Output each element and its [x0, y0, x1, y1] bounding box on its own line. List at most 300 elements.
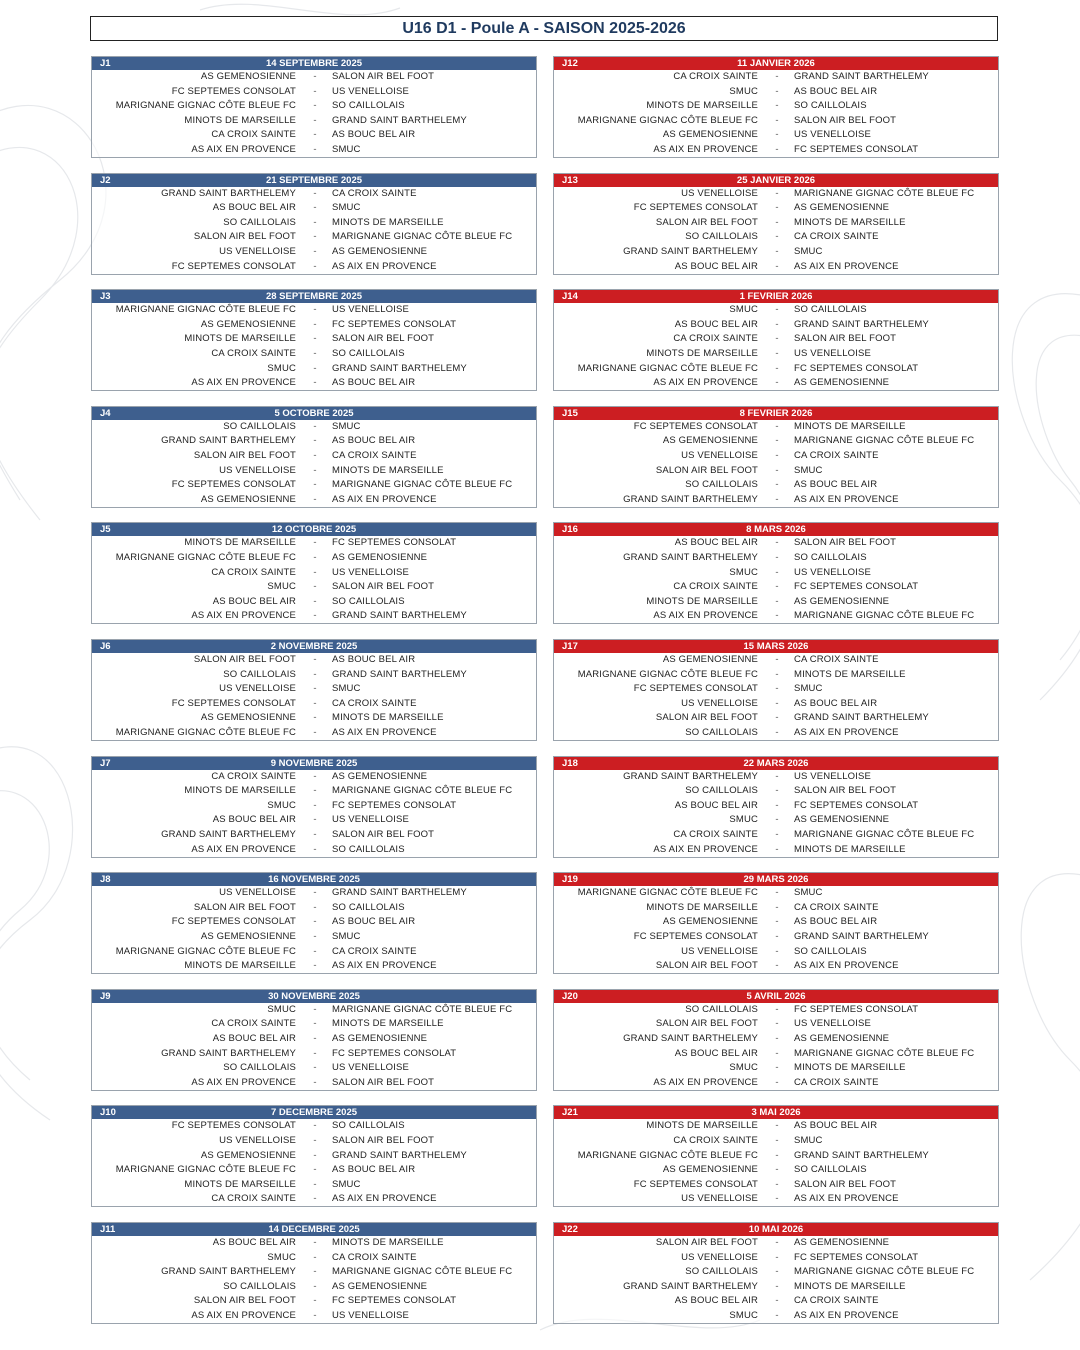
match-row	[554, 478, 998, 493]
match-row	[92, 551, 536, 566]
match-row	[92, 128, 536, 143]
round-date: 2 NOVEMBRE 2025	[270, 641, 358, 652]
match-separator: -	[775, 683, 779, 695]
match-separator: -	[313, 799, 317, 811]
match-row	[92, 493, 536, 508]
round-date: 11 JANVIER 2026	[737, 58, 815, 69]
match-row	[92, 70, 536, 85]
match-row	[554, 376, 998, 391]
round-block-j1	[91, 56, 537, 158]
match-separator: -	[313, 1149, 317, 1161]
match-row	[554, 930, 998, 945]
match-separator: -	[313, 566, 317, 578]
away-team: MINOTS DE MARSEILLE	[794, 1280, 906, 1292]
home-team: SO CAILLOLAIS	[223, 668, 296, 680]
match-separator: -	[313, 654, 317, 665]
match-row	[554, 1149, 998, 1164]
round-header	[92, 640, 536, 653]
home-team: US VENELLOISE	[681, 1251, 758, 1263]
match-row	[92, 580, 536, 595]
match-separator: -	[313, 1164, 317, 1176]
home-team: MINOTS DE MARSEILLE	[184, 960, 296, 972]
home-team: CA CROIX SAINTE	[673, 828, 758, 840]
home-team: MARIGNANE GIGNAC CÔTE BLEUE FC	[577, 114, 758, 126]
match-row	[92, 609, 536, 624]
round-block-j11	[91, 1222, 537, 1324]
match-row	[554, 245, 998, 260]
match-row	[554, 1076, 998, 1091]
away-team: MARIGNANE GIGNAC CÔTE BLEUE FC	[332, 231, 513, 243]
match-separator: -	[775, 231, 779, 243]
round-block-j15	[553, 406, 999, 508]
away-team: MINOTS DE MARSEILLE	[794, 668, 906, 680]
home-team: SALON AIR BEL FOOT	[193, 449, 296, 461]
round-date: 5 AVRIL 2026	[746, 990, 806, 1002]
home-team: SMUC	[729, 814, 758, 826]
home-team: SO CAILLOLAIS	[685, 1003, 758, 1015]
home-team: MINOTS DE MARSEILLE	[184, 785, 296, 797]
home-team: FC SEPTEMES CONSOLAT	[171, 916, 296, 928]
away-team: GRAND SAINT BARTHELEMY	[794, 71, 929, 82]
home-team: FC SEPTEMES CONSOLAT	[633, 930, 758, 942]
home-team: MINOTS DE MARSEILLE	[184, 1178, 296, 1190]
match-separator: -	[313, 333, 317, 345]
round-header	[92, 57, 536, 70]
round-date: 25 JANVIER 2026	[736, 174, 816, 186]
home-team: CA CROIX SAINTE	[673, 1134, 758, 1146]
home-team: AS BOUC BEL AIR	[674, 1295, 758, 1307]
home-team: SMUC	[729, 1309, 758, 1321]
home-team: MINOTS DE MARSEILLE	[646, 347, 758, 359]
match-row	[554, 187, 998, 202]
home-team: AS BOUC BEL AIR	[674, 318, 758, 330]
home-team: CA CROIX SAINTE	[211, 770, 296, 782]
away-team: CA CROIX SAINTE	[794, 231, 879, 243]
away-team: US VENELLOISE	[794, 566, 871, 578]
match-separator: -	[775, 114, 779, 126]
round-header	[554, 757, 998, 770]
match-row	[92, 536, 536, 551]
away-team: GRAND SAINT BARTHELEMY	[794, 930, 929, 942]
match-separator: -	[775, 216, 779, 228]
match-separator: -	[775, 362, 779, 374]
match-row	[554, 1178, 998, 1193]
match-separator: -	[775, 479, 779, 491]
match-row	[554, 318, 998, 333]
home-team: SALON AIR BEL FOOT	[655, 1237, 758, 1248]
away-team: GRAND SAINT BARTHELEMY	[794, 318, 929, 330]
match-separator: -	[313, 420, 317, 432]
away-team: US VENELLOISE	[794, 129, 871, 141]
match-row	[554, 799, 998, 814]
round-number: J12	[562, 58, 578, 69]
match-separator: -	[313, 828, 317, 840]
home-team: AS AIX EN PROVENCE	[191, 1076, 296, 1088]
match-separator: -	[313, 916, 317, 928]
home-team: SO CAILLOLAIS	[685, 785, 758, 797]
match-separator: -	[775, 260, 779, 272]
away-team: FC SEPTEMES CONSOLAT	[332, 1295, 457, 1307]
match-row	[92, 216, 536, 231]
home-team: AS AIX EN PROVENCE	[191, 843, 296, 855]
away-team: AS BOUC BEL AIR	[332, 435, 416, 447]
match-row	[554, 493, 998, 508]
match-row	[554, 1032, 998, 1047]
away-team: SO CAILLOLAIS	[794, 304, 867, 316]
away-team: SO CAILLOLAIS	[332, 1120, 405, 1132]
match-row	[92, 1309, 536, 1324]
round-block-j14	[553, 289, 999, 391]
away-team: AS GEMENOSIENNE	[332, 245, 428, 257]
match-separator: -	[775, 1032, 779, 1044]
home-team: US VENELLOISE	[219, 683, 296, 695]
match-row	[554, 464, 998, 479]
round-number: J15	[562, 407, 578, 419]
match-separator: -	[313, 216, 317, 228]
match-row	[554, 1236, 998, 1251]
match-separator: -	[313, 1134, 317, 1146]
match-row	[92, 813, 536, 828]
match-separator: -	[313, 581, 317, 593]
match-separator: -	[775, 930, 779, 942]
home-team: US VENELLOISE	[681, 449, 758, 461]
away-team: AS AIX EN PROVENCE	[332, 726, 437, 738]
home-team: SO CAILLOLAIS	[685, 726, 758, 738]
home-team: GRAND SAINT BARTHELEMY	[623, 1032, 758, 1044]
match-row	[554, 813, 998, 828]
match-separator: -	[313, 464, 317, 476]
match-separator: -	[313, 1280, 317, 1292]
home-team: AS BOUC BEL AIR	[212, 1237, 296, 1248]
match-separator: -	[775, 916, 779, 928]
home-team: AS AIX EN PROVENCE	[191, 377, 296, 389]
match-separator: -	[313, 1266, 317, 1278]
away-team: AS BOUC BEL AIR	[332, 377, 416, 389]
match-separator: -	[775, 493, 779, 505]
match-separator: -	[775, 245, 779, 257]
home-team: CA CROIX SAINTE	[673, 71, 758, 82]
match-row	[554, 260, 998, 275]
match-row	[554, 901, 998, 916]
match-row	[554, 1047, 998, 1062]
home-team: SALON AIR BEL FOOT	[193, 654, 296, 665]
round-block-j8	[91, 872, 537, 974]
match-row	[554, 697, 998, 712]
match-row	[92, 1047, 536, 1062]
match-separator: -	[775, 581, 779, 593]
away-team: SALON AIR BEL FOOT	[794, 537, 897, 549]
match-row	[554, 595, 998, 610]
home-team: SO CAILLOLAIS	[685, 1266, 758, 1278]
match-row	[92, 945, 536, 960]
round-date: 7 DECEMBRE 2025	[270, 1107, 358, 1119]
match-row	[92, 901, 536, 916]
home-team: AS AIX EN PROVENCE	[191, 143, 296, 155]
match-row	[92, 1265, 536, 1280]
away-team: FC SEPTEMES CONSOLAT	[332, 1047, 457, 1059]
away-team: MARIGNANE GIGNAC CÔTE BLEUE FC	[794, 435, 975, 447]
home-team: AS GEMENOSIENNE	[200, 71, 296, 82]
away-team: SMUC	[332, 202, 361, 214]
match-row	[554, 70, 998, 85]
round-number: J17	[562, 641, 578, 652]
home-team: SMUC	[267, 362, 296, 374]
match-row	[554, 85, 998, 100]
home-team: AS GEMENOSIENNE	[200, 318, 296, 330]
match-separator: -	[775, 610, 779, 622]
round-date: 30 NOVEMBRE 2025	[268, 990, 360, 1002]
away-team: GRAND SAINT BARTHELEMY	[332, 887, 467, 899]
match-row	[92, 726, 536, 741]
match-row	[554, 1134, 998, 1149]
round-number: J13	[562, 174, 578, 186]
home-team: SO CAILLOLAIS	[223, 1062, 296, 1074]
match-row	[92, 85, 536, 100]
away-team: MINOTS DE MARSEILLE	[332, 712, 444, 724]
match-row	[554, 1017, 998, 1032]
away-team: SMUC	[332, 420, 361, 432]
away-team: CA CROIX SAINTE	[332, 449, 417, 461]
match-separator: -	[313, 1309, 317, 1321]
match-separator: -	[775, 566, 779, 578]
home-team: AS BOUC BEL AIR	[674, 260, 758, 272]
round-header	[92, 1223, 536, 1236]
home-team: US VENELLOISE	[219, 1134, 296, 1146]
away-team: SMUC	[794, 464, 823, 476]
match-separator: -	[313, 71, 317, 82]
away-team: CA CROIX SAINTE	[332, 187, 417, 199]
home-team: SALON AIR BEL FOOT	[193, 1295, 296, 1307]
match-row	[92, 566, 536, 581]
away-team: SALON AIR BEL FOOT	[332, 828, 435, 840]
away-team: MARIGNANE GIGNAC CÔTE BLEUE FC	[794, 610, 975, 622]
away-team: CA CROIX SAINTE	[794, 1076, 879, 1088]
home-team: SO CAILLOLAIS	[223, 216, 296, 228]
home-team: CA CROIX SAINTE	[211, 1018, 296, 1030]
match-row	[92, 1061, 536, 1076]
match-separator: -	[775, 420, 779, 432]
away-team: CA CROIX SAINTE	[794, 901, 879, 913]
match-separator: -	[775, 945, 779, 957]
match-separator: -	[775, 551, 779, 563]
home-team: SALON AIR BEL FOOT	[655, 960, 758, 972]
round-block-j12	[553, 56, 999, 158]
match-row	[92, 915, 536, 930]
round-number: J4	[100, 407, 111, 419]
match-separator: -	[313, 551, 317, 563]
round-block-j5	[91, 522, 537, 624]
away-team: AS GEMENOSIENNE	[332, 551, 428, 563]
match-row	[92, 245, 536, 260]
away-team: AS AIX EN PROVENCE	[332, 1193, 437, 1205]
round-header	[554, 523, 998, 536]
away-team: US VENELLOISE	[332, 85, 409, 97]
match-row	[92, 1163, 536, 1178]
home-team: AS BOUC BEL AIR	[674, 537, 758, 549]
away-team: AS BOUC BEL AIR	[794, 1120, 878, 1132]
match-separator: -	[775, 668, 779, 680]
match-separator: -	[313, 595, 317, 607]
match-row	[92, 1280, 536, 1295]
round-block-j3	[91, 289, 537, 391]
round-date: 22 MARS 2026	[743, 757, 809, 769]
round-number: J6	[100, 641, 111, 652]
match-row	[554, 420, 998, 435]
match-separator: -	[775, 1062, 779, 1074]
match-separator: -	[313, 960, 317, 972]
away-team: AS GEMENOSIENNE	[794, 202, 890, 214]
away-team: FC SEPTEMES CONSOLAT	[794, 799, 919, 811]
away-team: CA CROIX SAINTE	[332, 697, 417, 709]
away-team: AS BOUC BEL AIR	[794, 697, 878, 709]
match-separator: -	[313, 1237, 317, 1248]
home-team: AS BOUC BEL AIR	[212, 202, 296, 214]
match-row	[554, 143, 998, 158]
away-team: FC SEPTEMES CONSOLAT	[794, 362, 919, 374]
match-separator: -	[775, 333, 779, 345]
round-block-j2	[91, 173, 537, 275]
away-team: AS AIX EN PROVENCE	[332, 493, 437, 505]
away-team: AS AIX EN PROVENCE	[794, 1309, 899, 1321]
match-separator: -	[313, 537, 317, 549]
away-team: MARIGNANE GIGNAC CÔTE BLEUE FC	[794, 187, 975, 199]
home-team: GRAND SAINT BARTHELEMY	[161, 828, 296, 840]
match-separator: -	[775, 1295, 779, 1307]
away-team: US VENELLOISE	[794, 347, 871, 359]
match-row	[92, 770, 536, 785]
home-team: FC SEPTEMES CONSOLAT	[171, 85, 296, 97]
home-team: FC SEPTEMES CONSOLAT	[633, 683, 758, 695]
match-row	[554, 828, 998, 843]
match-separator: -	[775, 537, 779, 549]
round-header	[92, 407, 536, 420]
away-team: MARIGNANE GIGNAC CÔTE BLEUE FC	[794, 1047, 975, 1059]
round-header	[92, 1106, 536, 1119]
home-team: GRAND SAINT BARTHELEMY	[623, 770, 758, 782]
home-team: GRAND SAINT BARTHELEMY	[623, 1280, 758, 1292]
away-team: AS GEMENOSIENNE	[794, 1237, 890, 1248]
home-team: MARIGNANE GIGNAC CÔTE BLEUE FC	[115, 100, 296, 112]
match-row	[554, 784, 998, 799]
match-row	[92, 668, 536, 683]
round-date: 14 DECEMBRE 2025	[268, 1224, 360, 1235]
round-block-j16	[553, 522, 999, 624]
away-team: AS AIX EN PROVENCE	[332, 260, 437, 272]
away-team: SALON AIR BEL FOOT	[794, 1178, 897, 1190]
match-row	[554, 945, 998, 960]
match-separator: -	[313, 1047, 317, 1059]
away-team: US VENELLOISE	[332, 566, 409, 578]
home-team: SMUC	[729, 566, 758, 578]
match-row	[92, 1032, 536, 1047]
away-team: AS BOUC BEL AIR	[332, 654, 416, 665]
round-date: 8 FEVRIER 2026	[739, 407, 813, 419]
round-number: J1	[100, 58, 111, 69]
match-separator: -	[775, 901, 779, 913]
home-team: SMUC	[267, 1251, 296, 1263]
away-team: SMUC	[794, 1134, 823, 1146]
away-team: US VENELLOISE	[332, 814, 409, 826]
home-team: AS BOUC BEL AIR	[212, 1032, 296, 1044]
page-title: U16 D1 - Poule A - SAISON 2025-2026	[90, 16, 998, 41]
home-team: MARIGNANE GIGNAC CÔTE BLEUE FC	[577, 887, 758, 899]
match-separator: -	[313, 435, 317, 447]
match-row	[554, 347, 998, 362]
home-team: AS BOUC BEL AIR	[674, 1047, 758, 1059]
match-separator: -	[775, 1193, 779, 1205]
home-team: CA CROIX SAINTE	[211, 566, 296, 578]
home-team: US VENELLOISE	[219, 464, 296, 476]
match-separator: -	[313, 930, 317, 942]
match-separator: -	[775, 1178, 779, 1190]
match-separator: -	[313, 260, 317, 272]
away-team: SO CAILLOLAIS	[332, 595, 405, 607]
home-team: AS AIX EN PROVENCE	[653, 1076, 758, 1088]
round-number: J10	[100, 1107, 116, 1119]
round-block-j9	[91, 989, 537, 1091]
round-header	[554, 290, 998, 303]
match-row	[554, 566, 998, 581]
match-row	[554, 1061, 998, 1076]
home-team: SMUC	[729, 85, 758, 97]
away-team: MARIGNANE GIGNAC CÔTE BLEUE FC	[332, 479, 513, 491]
home-team: AS GEMENOSIENNE	[200, 930, 296, 942]
match-row	[92, 1236, 536, 1251]
away-team: CA CROIX SAINTE	[332, 945, 417, 957]
match-separator: -	[313, 668, 317, 680]
match-separator: -	[313, 1295, 317, 1307]
match-separator: -	[775, 347, 779, 359]
match-separator: -	[775, 960, 779, 972]
round-block-j4	[91, 406, 537, 508]
match-row	[554, 128, 998, 143]
home-team: AS BOUC BEL AIR	[212, 814, 296, 826]
match-separator: -	[313, 1062, 317, 1074]
round-header	[92, 990, 536, 1003]
match-row	[554, 770, 998, 785]
away-team: AS AIX EN PROVENCE	[794, 960, 899, 972]
round-block-j22	[553, 1222, 999, 1324]
round-date: 14 SEPTEMBRE 2025	[265, 58, 363, 69]
away-team: AS BOUC BEL AIR	[794, 85, 878, 97]
match-separator: -	[775, 377, 779, 389]
home-team: GRAND SAINT BARTHELEMY	[161, 435, 296, 447]
home-team: MINOTS DE MARSEILLE	[184, 114, 296, 126]
away-team: FC SEPTEMES CONSOLAT	[794, 143, 919, 155]
match-row	[554, 230, 998, 245]
match-separator: -	[313, 1018, 317, 1030]
match-row	[92, 682, 536, 697]
match-row	[92, 886, 536, 901]
away-team: SO CAILLOLAIS	[332, 100, 405, 112]
match-row	[92, 449, 536, 464]
match-separator: -	[775, 726, 779, 738]
match-row	[554, 1265, 998, 1280]
home-team: CA CROIX SAINTE	[211, 1193, 296, 1205]
match-row	[554, 99, 998, 114]
round-header	[92, 873, 536, 886]
round-date: 3 MAI 2026	[751, 1107, 801, 1119]
home-team: MARIGNANE GIGNAC CÔTE BLEUE FC	[577, 1149, 758, 1161]
away-team: AS GEMENOSIENNE	[794, 1032, 890, 1044]
match-row	[554, 303, 998, 318]
away-team: SMUC	[332, 143, 361, 155]
away-team: SMUC	[794, 683, 823, 695]
round-header	[554, 1223, 998, 1236]
home-team: MINOTS DE MARSEILLE	[184, 537, 296, 549]
away-team: SALON AIR BEL FOOT	[332, 1076, 435, 1088]
match-separator: -	[313, 347, 317, 359]
